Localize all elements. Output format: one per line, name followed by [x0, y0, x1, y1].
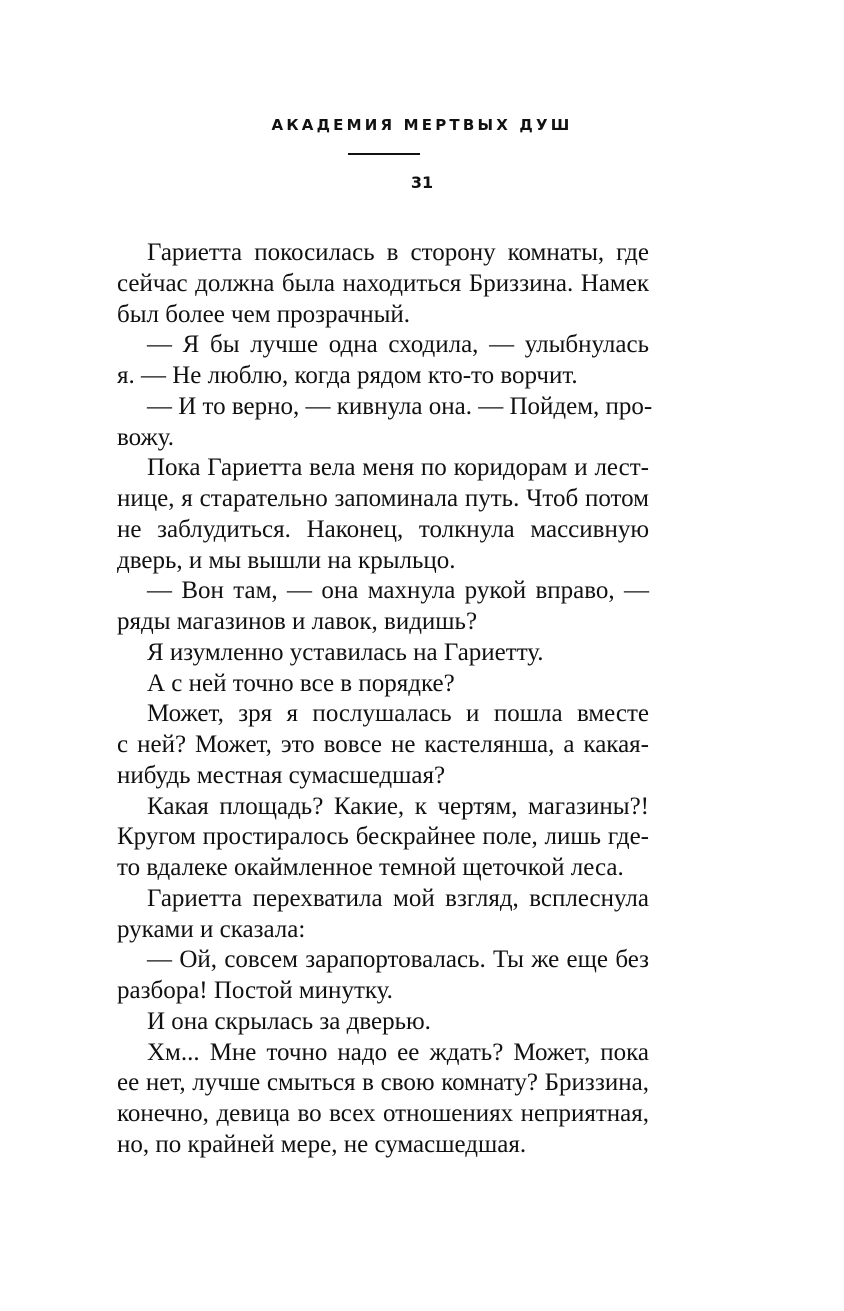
- text-line: ее нет, лучше смыться в свою комнату? Бриззина,: [117, 1069, 649, 1097]
- text-line: нибудь местная сумасшедшая?: [117, 761, 446, 789]
- text-line: Гариетта перехватила мой взгляд, всплеснула: [147, 884, 649, 912]
- text-line: Кругом простиралось бескрайнее поле, лишь где-: [117, 823, 649, 851]
- text-line: разбора! Постой минутку.: [117, 977, 393, 1004]
- text-line: нице, я старательно запоминала путь. Чтоб потом: [117, 485, 649, 512]
- text-line: дверь, и мы вышли на крыльцо.: [117, 546, 456, 574]
- text-line: но, по крайней мере, не сумасшедшая.: [117, 1130, 527, 1158]
- text-line: ряды магазинов и лавок, видишь?: [117, 608, 478, 635]
- text-line: сейчас должна была находиться Бриззина. Намек: [117, 269, 649, 297]
- text-line: Хм... Мне точно надо ее ждать? Может, пока: [147, 1038, 649, 1066]
- text-line: конечно, девица во всех отношениях неприятная,: [117, 1100, 649, 1127]
- text-line: Пока Гариетта вела меня по коридорам и лест-: [147, 454, 649, 482]
- page-number: 31: [410, 173, 434, 192]
- text-line: не заблудиться. Наконец, толкнула массивную: [117, 515, 649, 543]
- text-line: Может, зря я послушалась и пошла вместе: [147, 700, 649, 728]
- text-line: то вдалеке окаймленное темной щеточкой леса.: [117, 854, 624, 881]
- text-line: я. — Не люблю, когда рядом кто-то ворчит.: [117, 362, 578, 389]
- text-line: Я изумленно уставилась на Гариетту.: [147, 638, 544, 666]
- text-line: с ней? Может, это вовсе не кастелянша, а какая-: [117, 731, 649, 758]
- text-line: Какая площадь? Какие, к чертям, магазины?!: [147, 792, 649, 820]
- body-text: [117, 238, 653, 1161]
- text-line: вожу.: [117, 423, 175, 451]
- text-line: — И то верно, — кивнула она. — Пойдем, про-: [147, 392, 653, 420]
- text-line: — Я бы лучше одна сходила, — улыбнулась: [147, 331, 649, 359]
- text-line: руками и сказала:: [117, 915, 306, 943]
- running-head-title: АКАДЕМИЯ МЕРТВЫХ ДУШ: [271, 116, 573, 134]
- text-line: был более чем прозрачный.: [117, 300, 411, 328]
- text-line: Гариетта покосилась в сторону комнаты, где: [147, 239, 649, 266]
- text-line: И она скрылась за дверью.: [147, 1007, 431, 1035]
- header-rule: [348, 153, 420, 155]
- text-line: — Вон там, — она махнула рукой вправо, —: [147, 577, 649, 605]
- text-line: — Ой, совсем зарапортовалась. Ты же еще без: [147, 946, 649, 974]
- text-line: А с ней точно все в порядке?: [147, 669, 455, 697]
